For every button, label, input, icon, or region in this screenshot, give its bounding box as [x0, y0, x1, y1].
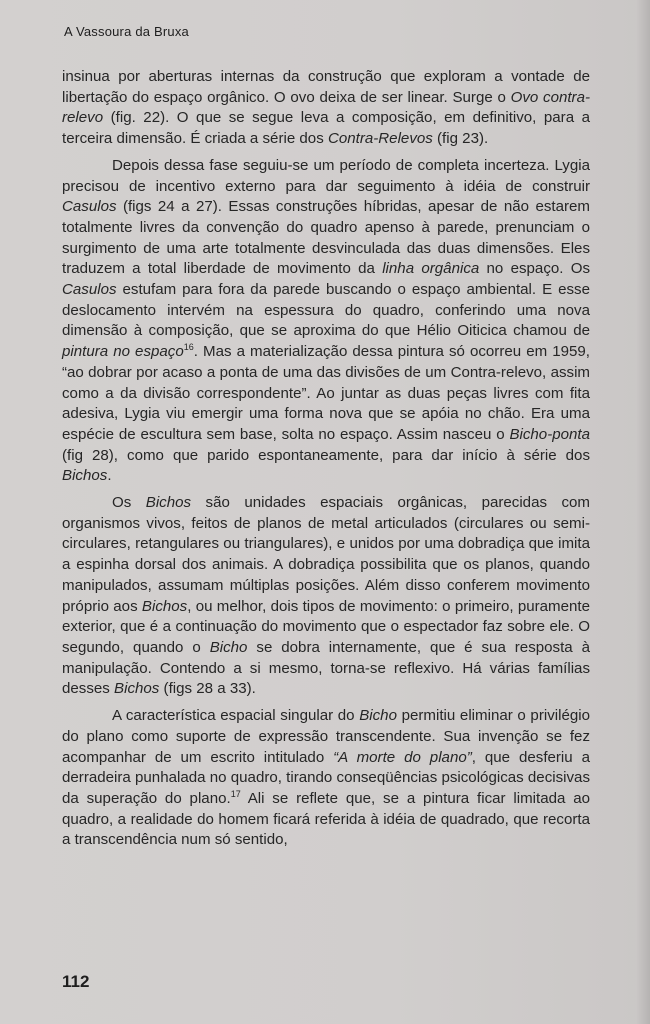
italic-text: Bichos: [62, 467, 108, 485]
italic-text: Bichos: [145, 494, 192, 512]
text-run: A característica espacial singular do: [112, 707, 360, 725]
text-run: , que desferiu a derradeira punhalada no quadro, tirando conseqüências psicológicas decisivas da superação do plano.: [62, 748, 590, 807]
text-run: . Mas a materialização dessa pintura só ocorreu em 1959, “ao dobrar por acaso a ponta de uma das divisões de um Contra-relevo, assim como a da divisão correspondente”. Ao juntar as duas peças livres com fita adesiva, Lygia viu emergir uma forma nova que se apóia no chão. Era uma espécie de escultura sem base, solta no espaço. Assim nasceu o: [62, 343, 590, 443]
text-run: (fig. 22). O que se segue leva a composição, em definitivo, para a terceira dimensão. É criada a série dos: [62, 109, 590, 148]
paragraph: [62, 706, 590, 851]
italic-text: Casulos: [62, 281, 117, 299]
paragraph: [62, 67, 590, 150]
italic-text: Bicho: [209, 638, 248, 656]
text-run: no espaço. Os: [479, 260, 591, 278]
text-run: permitiu eliminar o privilégio do plano como suporte de expressão transcendente. Sua invenção se fez acompanhar de um escrito intitulado: [62, 707, 590, 766]
italic-text: Bicho-ponta: [509, 425, 590, 443]
text-run: insinua por aberturas internas da construção que exploram a vontade de libertação do espaço orgânico. O ovo deixa de ser linear. Surge o: [62, 68, 590, 106]
text-run: Depois dessa fase seguiu-se um período de completa incerteza. Lygia precisou de incentivo externo para dar seguimento à idéia de construir: [62, 156, 590, 195]
italic-text: pintura no espaço: [62, 343, 184, 361]
text-run: (fig 23).: [432, 130, 489, 148]
italic-text: Ovo contra-relevo: [62, 88, 590, 127]
text-run: Ali se reflete que, se a pintura ficar limitada ao quadro, a realidade do homem ficará referida à idéia de quadrado, que recorta a transcendência num só sentido,: [62, 789, 590, 849]
text-run: (figs 28 a 33).: [159, 680, 256, 698]
text-run: .: [107, 467, 112, 485]
text-run: estufam para fora da parede buscando o espaço ambiental. E esse deslocamento intervém na espessura do quadro, conferindo uma nova dimensão à composição, que se aproxima do que Hélio Oiticica chamou de: [62, 281, 590, 340]
italic-text: Bichos: [141, 597, 188, 615]
running-header: A Vassoura da Bruxa: [64, 24, 189, 39]
italic-text: linha orgânica: [382, 260, 480, 278]
italic-text: Casulos: [62, 198, 117, 216]
body-text: [62, 67, 590, 857]
page-spine-shadow: [636, 0, 650, 1024]
page-number: 112: [62, 972, 90, 991]
italic-text: Contra-Relevos: [327, 130, 433, 148]
paragraph: [62, 156, 590, 487]
paragraph: [62, 493, 590, 700]
italic-text: “A morte do plano”: [333, 748, 472, 766]
text-run: , ou melhor, dois tipos de movimento: o primeiro, puramente exterior, que é a continuação do movimento que o espectador faz sobre ele. O segundo, quando o: [62, 597, 590, 656]
footnote-ref: 17: [230, 788, 241, 799]
text-run: (figs 24 a 27). Essas construções híbridas, apesar de não estarem totalmente livres da convenção do quadro apenso à parede, prenunciam o surgimento de uma arte totalmente desvinculada das duas dimensões. Eles traduzem a total liberdade de movimento da: [62, 198, 590, 278]
italic-text: Bichos: [114, 680, 160, 698]
footnote-ref: 16: [183, 342, 194, 353]
italic-text: Bicho: [359, 707, 397, 725]
text-run: Os: [112, 494, 146, 512]
text-run: são unidades espaciais orgânicas, parecidas com organismos vivos, feitos de planos de metal articulados (circulares ou semi-circulares, retangulares ou triangulares), e unidos por uma dobradiça que imita a espinha dorsal dos animais. A dobradiça possibilita que os planos, quando manipulados, assumam múltiplas posições. Além disso conferem movimento próprio aos: [62, 494, 590, 615]
text-run: (fig 28), como que parido espontaneamente, para dar início à série dos: [62, 446, 590, 464]
text-run: se dobra internamente, que é sua resposta à manipulação. Contendo a si mesmo, torna-se reflexivo. Há várias famílias desses: [62, 638, 590, 698]
